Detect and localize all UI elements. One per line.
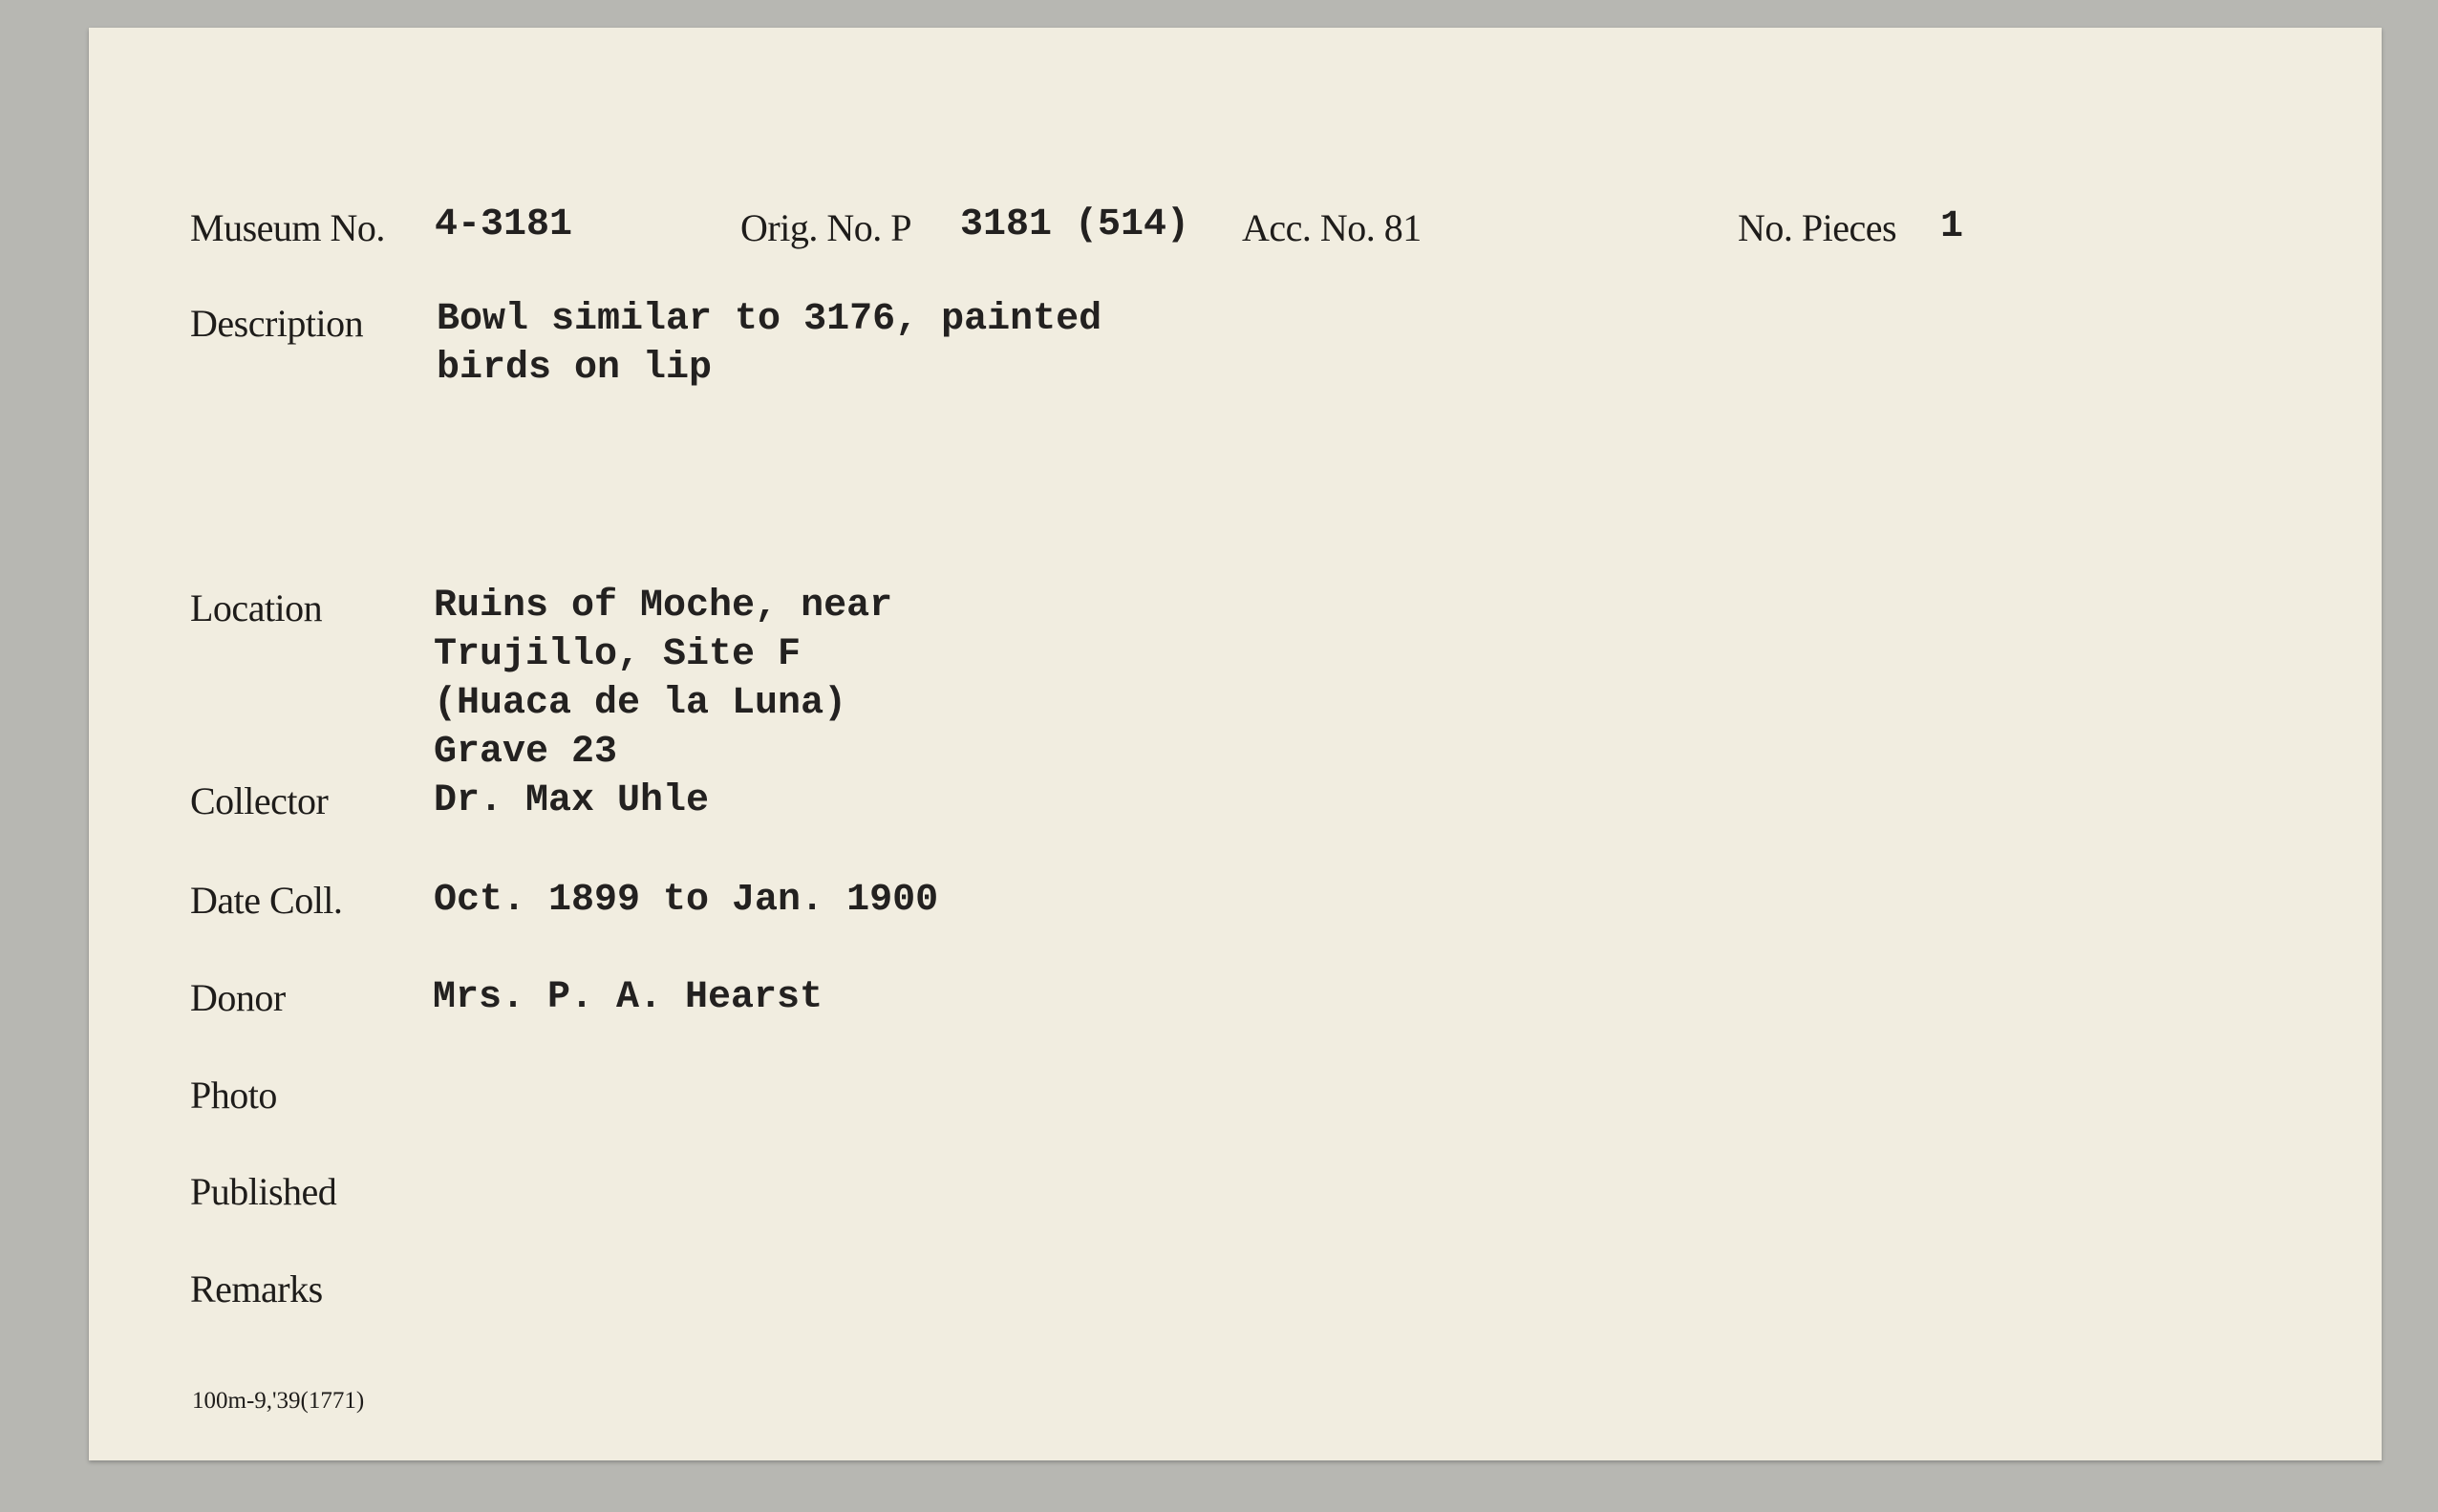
collector-label: Collector — [190, 779, 329, 822]
museum-no-value: 4-3181 — [435, 203, 573, 246]
published-label: Published — [190, 1170, 337, 1213]
donor-value: Mrs. P. A. Hearst — [433, 976, 823, 1019]
location-line: (Huaca de la Luna) — [434, 682, 847, 725]
orig-no-label: Orig. No. P — [740, 206, 911, 249]
form-code: 100m-9,'39(1771) — [192, 1388, 365, 1414]
location-label: Location — [190, 586, 323, 629]
description-line: birds on lip — [437, 347, 713, 390]
donor-label: Donor — [190, 976, 286, 1019]
description-label: Description — [190, 302, 364, 345]
location-line: Trujillo, Site F — [434, 633, 802, 676]
photo-label: Photo — [190, 1074, 277, 1117]
location-line: Ruins of Moche, near — [434, 585, 893, 628]
acc-no-label: Acc. No. 81 — [1242, 206, 1422, 249]
location-line: Grave 23 — [434, 731, 618, 774]
collector-value: Dr. Max Uhle — [434, 779, 710, 822]
catalog-card — [89, 28, 2382, 1460]
remarks-label: Remarks — [190, 1267, 323, 1310]
date-coll-value: Oct. 1899 to Jan. 1900 — [434, 879, 939, 922]
description-line: Bowl similar to 3176, painted — [437, 298, 1102, 341]
date-coll-label: Date Coll. — [190, 879, 343, 922]
no-pieces-label: No. Pieces — [1738, 206, 1897, 249]
no-pieces-value: 1 — [1940, 205, 1964, 248]
orig-no-value: 3181 (514) — [960, 203, 1190, 246]
museum-no-label: Museum No. — [190, 206, 385, 249]
